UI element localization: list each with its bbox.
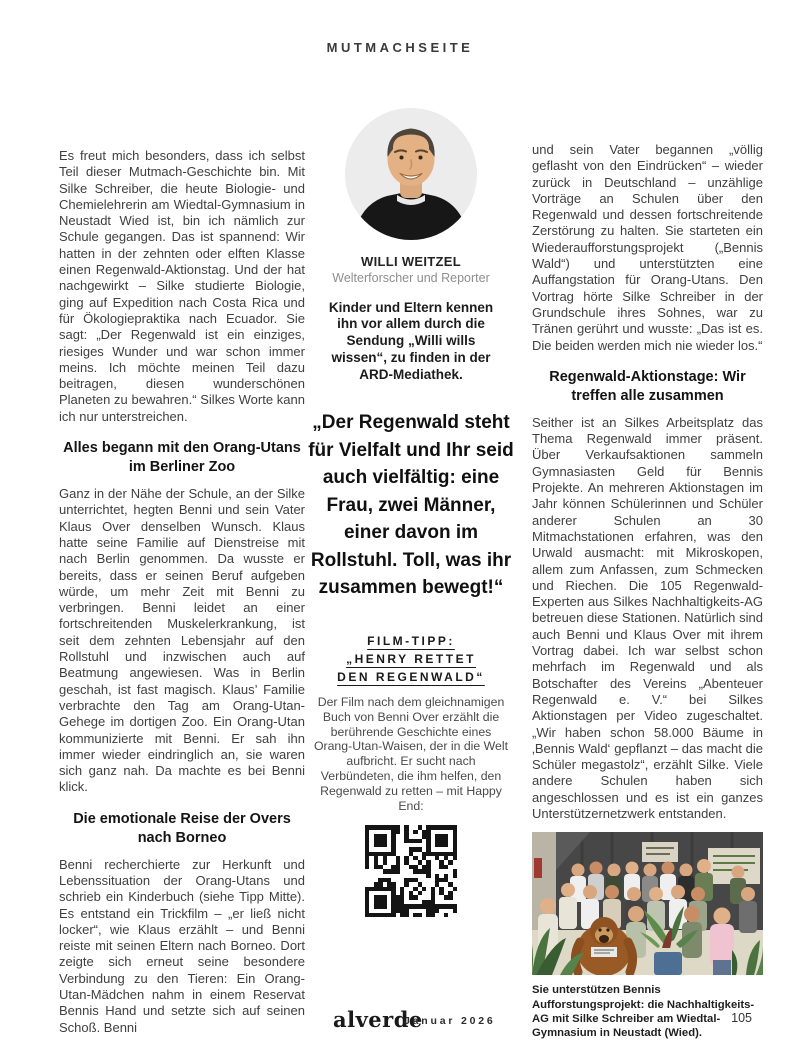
portrait-illustration — [345, 108, 477, 240]
page-kicker: MUTMACHSEITE — [326, 40, 474, 55]
film-tip-text: Der Film nach dem gleichnamigen Buch von Benni Over erzählt die berührende Geschichte eines Orang-Utan-Waisen, der in die Welt aufbricht. Er sucht nach Verbündeten, die ihm helfen, den Regenwald zu retten – mit Happy End: — [313, 694, 509, 813]
section-heading: Regenwald-Aktionstage: Wir treffen alle zusammen — [549, 368, 746, 404]
section-heading: Die emotionale Reise der Overs nach Borneo — [73, 810, 291, 846]
issue-date: Januar 2026 — [404, 1015, 496, 1027]
portrait-photo — [345, 108, 477, 240]
middle-column — [308, 108, 514, 917]
page-footer — [0, 1006, 800, 1040]
article-paragraph: Es freut mich besonders, dass ich selbst Teil dieser Mutmach-Geschichte bin. Mit Silke Schreiber, die heute Biologie- und Chemielehrerin am Wiedtal-Gymnasium in Neustadt Wied ist, bin ich nämlich zur Schule gegangen. Das ist spannend: Wir hatten in der zehnten oder elften Klasse einen Regenwald-Aktionstag. Und der hat nachgewirkt – Silke studierte Biologie, ging auf Expedition nach Costa Rica und für Ökologiepraktika nach Ecuador. Sie sagt: „Der Regenwald ist ein einziges, riesiges Wunder und war schon immer meins. Ich möchte meinen Teil dazu beitragen, diesen wunderschönen Planeten zu bewahren.“ Silkes Worte kann ich nur unterstreichen. — [59, 148, 305, 424]
qr-code — [365, 825, 457, 917]
film-tip-heading — [308, 632, 514, 686]
film-tip-heading-line: DEN REGENWALD“ — [337, 669, 485, 684]
person-name: WILLI WEITZEL — [361, 254, 461, 269]
person-role: Welterforscher und Reporter — [332, 271, 490, 285]
group-photo-illustration — [532, 832, 763, 975]
right-column — [532, 142, 763, 1040]
section-heading: Alles begann mit den Orang-Utans im Berliner Zoo — [63, 440, 301, 476]
article-paragraph: und sein Vater begannen „völlig geflasht von den Eindrücken“ – wieder zurück in Deutschland – unzählige Vorträge an Schulen über den Regenwald und dessen fortschreitende Zerstörung zu halten. Sie starteten ein Wiederaufforstungsprojekt („Bennis Wald“) und unterstützten eine Auffangstation für Orang-Utans. Den Vortrag hörte Silke Schreiber in der Grundschule ihres Sohnes, war zu Tränen gerührt und wusste: „Das ist es. Die beiden werden mich nie wieder los.“ — [532, 142, 763, 353]
left-column — [59, 142, 305, 1036]
page-number: 105 — [731, 1011, 752, 1025]
pull-quote: „Der Regenwald steht für Vielfalt und Ihr seid auch vielfältig: eine Frau, zwei Männer, einer davon im Rollstuhl. Toll, was ihr zusammen bewegt!“ — [308, 412, 514, 599]
film-tip-heading-line: „HENRY RETTET — [346, 651, 476, 666]
article-paragraph: Benni recherchierte zur Herkunft und Lebenssituation der Orang-Utans und schrieb ein Kinderbuch (siehe Tipp Mitte). Es entstand ein Trickfilm – „er ließ nicht locker“, wie Klaus erzählt – und Benni reiste mit seinen Eltern nach Borneo. Dort zeigte sich erneut seine besondere Verbindung zu den Tieren: Ein Orang-Utan-Mädchen nahm in einem Reservat Bennis Hand und setzte sich auf seinen Schoß. Benni — [59, 856, 305, 1035]
photo-caption: Sie unterstützen Bennis Aufforstungsprojekt: die Nachhaltigkeits-AG mit Silke Schreiber am Wiedtal-Gymnasium in Neustadt (Wied). — [532, 984, 755, 1040]
film-tip-heading-line: FILM-TIPP: — [367, 633, 455, 648]
article-paragraph: Seither ist an Silkes Arbeitsplatz das Thema Regenwald immer präsent. Über Verkaufsaktionen sammeln Gymnasiasten Geld für Bennis Projekte. An mehreren Aktionstagen im Jahr können Schülerinnen und Schüler anderer Schulen an 30 Mitmachstationen erfahren, was den Urwald ausmacht: mit Mikroskopen, allem zum Anfassen, zum Schmecken und Riechen. Die 105 Regenwald-Experten aus Silkes Nachhaltigkeits-AG betreuen diese Stationen. Natürlich sind auch Benni und Klaus Over mit ihrem Vortrag dabei. Ich war selbst schon mehrfach im Regenwald und als Botschafter des Vereins „Abenteuer Regenwald e. V.“ bei Silkes Aktionstagen per Video zugeschaltet. „Wir haben schon 58.000 Bäume in ‚Bennis Wald‘ gepflanzt – das macht die Schüler megastolz“, erzählt Silke. Viele andere Schulen haben sich angeschlossen und es ist ein ganzes Unterstützernetzwerk entstanden. — [532, 414, 763, 821]
group-photo — [532, 832, 763, 975]
magazine-logo: alverde — [333, 1007, 423, 1032]
article-paragraph: Ganz in der Nähe der Schule, an der Silke unterrichtet, hegten Benni und sein Vater Klaus Over denselben Wunsch. Klaus hatte seine Familie auf Dienstreise mit nach Berlin genommen. Da wusste er bereits, dass er seinen Beruf aufgeben würde, um mehr Zeit mit Benni zu verbringen. Benni leidet an einer fortschreitenden Muskelerkrankung, ist seit dem zehnten Lebensjahr auf den Rollstuhl und inzwischen auch auf Beatmung angewiesen. Was in Berlin geschah, ist fast magisch. Klaus’ Familie verbrachte den Tag am Orang-Utan-Gehege im dortigen Zoo. Ein Orang-Utan kommunizierte mit Benni. Er sah ihn immer wieder eindringlich an, sie waren sich ganz nah. Da machte es bei Benni klick. — [59, 486, 305, 795]
person-intro-text: Kinder und Eltern kennen ihn vor allem durch die Sendung „Willi wills wissen“, zu finden in der ARD-Mediathek. — [328, 299, 494, 382]
